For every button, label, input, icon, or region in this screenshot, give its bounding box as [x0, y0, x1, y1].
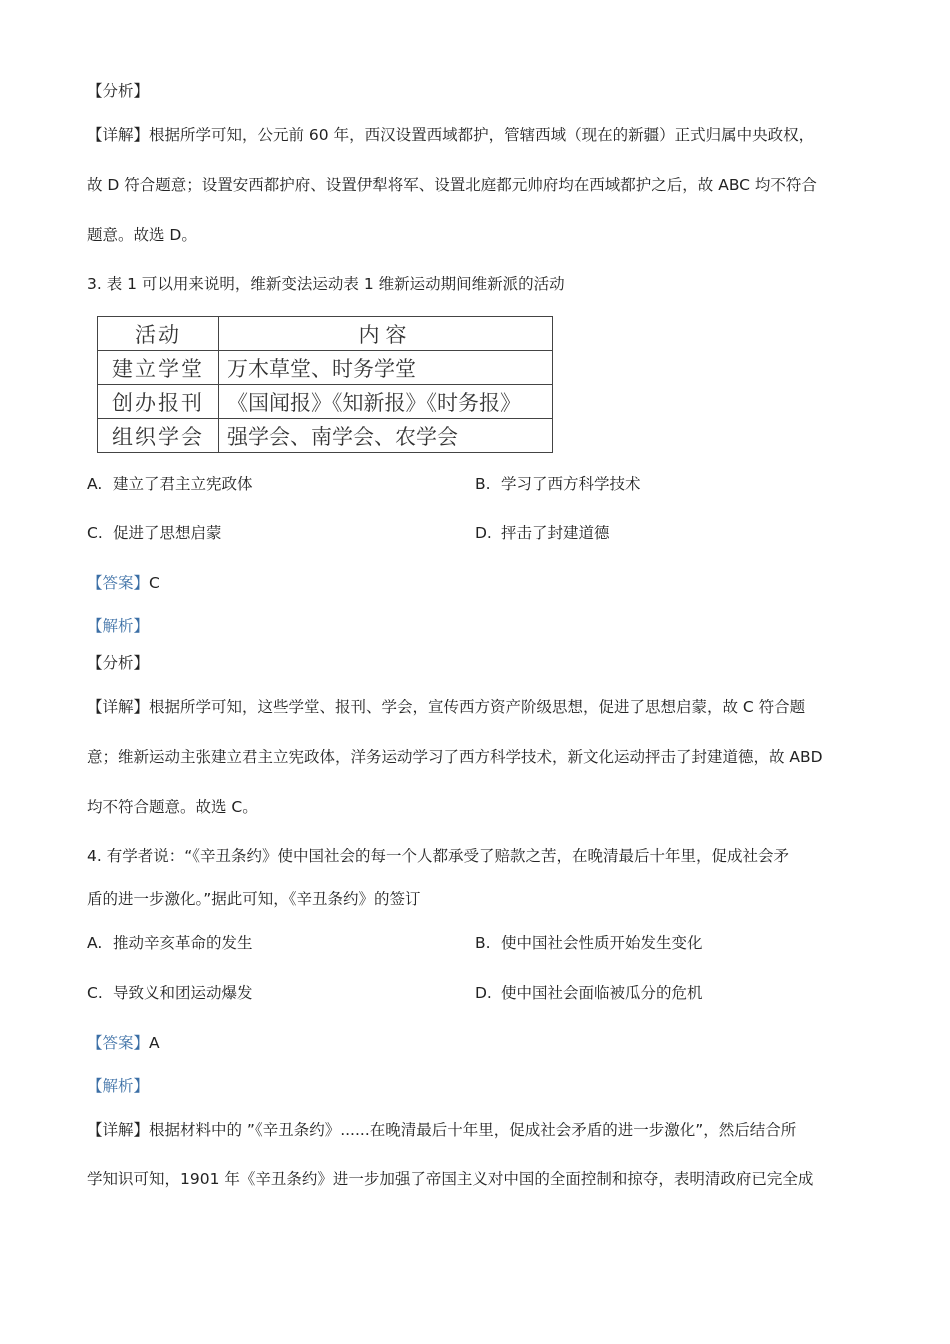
table-cell: 创办报刊: [98, 385, 219, 419]
option-letter: B.: [475, 934, 491, 952]
q4-option-d[interactable]: [475, 982, 703, 1004]
q3-detail-line-2: 意；维新运动主张建立君主立宪政体，洋务运动学习了西方科学技术，新文化运动抨击了封建道德，故 ABD: [87, 748, 823, 766]
answer-value: C: [149, 574, 160, 592]
q3-analysis-label: 【分析】: [87, 654, 150, 672]
option-text: 促进了思想启蒙: [113, 524, 222, 542]
option-letter: A.: [87, 934, 103, 952]
table-cell: 组织学会: [98, 419, 219, 453]
q3-explanation-label: 【解析】: [87, 617, 150, 635]
q4-answer: [87, 1032, 160, 1054]
option-text: 建立了君主立宪政体: [113, 475, 253, 493]
answer-label: 【答案】: [87, 574, 150, 592]
option-text: 学习了西方科学技术: [501, 475, 641, 493]
q3-option-a[interactable]: [87, 473, 253, 495]
option-letter: C.: [87, 984, 103, 1002]
q3-stem: 3. 表 1 可以用来说明，维新变法运动表 1 维新运动期间维新派的活动: [87, 275, 565, 293]
table-row: [98, 419, 553, 453]
table-row: [98, 351, 553, 385]
option-letter: D.: [475, 524, 492, 542]
table-cell: 《国闻报》《知新报》《时务报》: [219, 385, 553, 419]
q3-detail-line-1: 【详解】根据所学可知，这些学堂、报刊、学会，宣传西方资产阶级思想，促进了思想启蒙，故 C 符合题: [87, 698, 806, 716]
q4-stem-line-2: 盾的进一步激化。”据此可知，《辛丑条约》的签订: [87, 890, 421, 908]
table-row: [98, 385, 553, 419]
table-cell: 强学会、南学会、农学会: [219, 419, 553, 453]
q2-detail-line-1: 【详解】根据所学可知，公元前 60 年，西汉设置西域都护，管辖西域（现在的新疆）正式归属中央政权，: [87, 126, 815, 144]
table-header-row: [98, 317, 553, 351]
q4-explanation-label: 【解析】: [87, 1077, 150, 1095]
q4-option-b[interactable]: [475, 932, 703, 954]
q4-option-a[interactable]: [87, 932, 253, 954]
q2-detail-line-3: 题意。故选 D。: [87, 226, 197, 244]
q2-detail-line-2: 故 D 符合题意；设置安西都护府、设置伊犁将军、设置北庭都元帅府均在西域都护之后，故 ABC 均不符合: [87, 176, 817, 194]
option-text: 导致义和团运动爆发: [113, 984, 253, 1002]
q4-detail-line-1: 【详解】根据材料中的 ”《辛丑条约》......在晚清最后十年里，促成社会矛盾的进一步激化”，然后结合所: [87, 1121, 797, 1139]
answer-value: A: [149, 1034, 160, 1052]
table-cell: 万木草堂、时务学堂: [219, 351, 553, 385]
option-text: 使中国社会性质开始发生变化: [501, 934, 703, 952]
option-letter: D.: [475, 984, 492, 1002]
q4-option-c[interactable]: [87, 982, 253, 1004]
option-letter: A.: [87, 475, 103, 493]
q3-detail-line-3: 均不符合题意。故选 C。: [87, 798, 258, 816]
option-letter: C.: [87, 524, 103, 542]
table-cell: 建立学堂: [98, 351, 219, 385]
table-header-cell: 内容: [219, 317, 553, 351]
q4-detail-line-2: 学知识可知，1901 年《辛丑条约》进一步加强了帝国主义对中国的全面控制和掠夺，表明清政府已完全成: [87, 1170, 814, 1188]
q4-stem-line-1: 4. 有学者说：“《辛丑条约》使中国社会的每一个人都承受了赔款之苦，在晚清最后十年里，促成社会矛: [87, 847, 789, 865]
q3-option-d[interactable]: [475, 522, 610, 544]
q3-option-b[interactable]: [475, 473, 641, 495]
option-text: 使中国社会面临被瓜分的危机: [501, 984, 703, 1002]
option-text: 推动辛亥革命的发生: [113, 934, 253, 952]
answer-label: 【答案】: [87, 1034, 150, 1052]
option-text: 抨击了封建道德: [501, 524, 610, 542]
option-letter: B.: [475, 475, 491, 493]
q3-answer: [87, 572, 160, 594]
q2-analysis-label: 【分析】: [87, 82, 150, 100]
q3-option-c[interactable]: [87, 522, 222, 544]
table-header-cell: 活动: [98, 317, 219, 351]
q3-table: [97, 316, 553, 453]
